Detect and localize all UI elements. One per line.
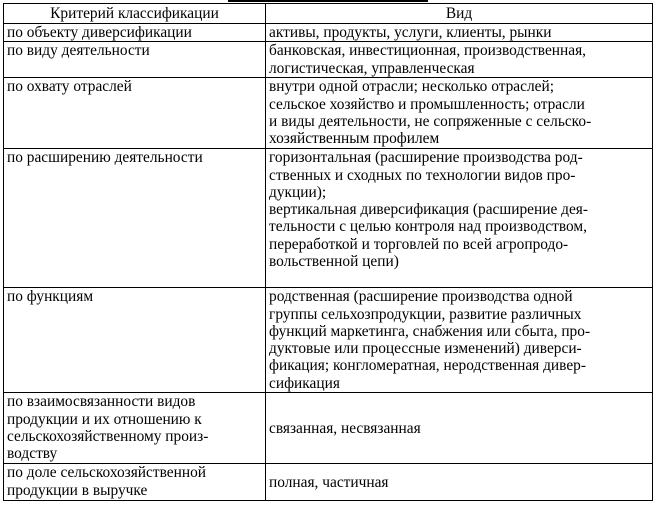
type-cell: активы, продукты, услуги, клиенты, рынки [266,24,653,42]
type-cell: внутри одной отрасли; несколько отраслей; сельское хозяйство и промышленность; отрасли и виды деятельности, не сопряженные с сельско- хозяйственным профилем [266,78,653,149]
table-row [4,24,653,42]
table-row [4,149,653,288]
criterion-cell: по охвату отраслей [4,78,266,149]
table-row [4,42,653,78]
header-row [4,4,653,24]
criterion-cell: по доле сельскохозяйственной продукции в выручке [4,464,266,501]
table-row [4,393,653,464]
criterion-cell: по виду деятельности [4,42,266,78]
header-type: Вид [266,4,653,24]
table-row [4,464,653,501]
criterion-cell: по расширению деятельности [4,149,266,288]
type-cell: связанная, несвязанная [266,393,653,464]
cropped-rule [228,0,428,2]
table-row [4,288,653,393]
classification-table [3,3,653,501]
type-cell: банковская, инвестиционная, производственная, логистическая, управленческая [266,42,653,78]
criterion-cell: по взаимосвязанности видов продукции и их отношению к сельскохозяйственному произ- водству [4,393,266,464]
table-row [4,78,653,149]
type-cell: горизонтальная (расширение производства род- ственных и сходных по технологии видов про- дукции); вертикальная диверсификация (расширение дея- тельности с целью контроля над производством, переработкой и торговлей по всей агропродо- вольственной цепи) [266,149,653,288]
criterion-cell: по объекту диверсификации [4,24,266,42]
header-criterion: Критерий классификации [4,4,266,24]
criterion-cell: по функциям [4,288,266,393]
type-cell: полная, частичная [266,464,653,501]
type-cell: родственная (расширение производства одной группы сельхозпродукции, развитие различных функций маркетинга, снабжения или сбыта, про- дуктовые или процессные изменений) диверси- фикация; конгломератная, неродственная дивер- сификация [266,288,653,393]
